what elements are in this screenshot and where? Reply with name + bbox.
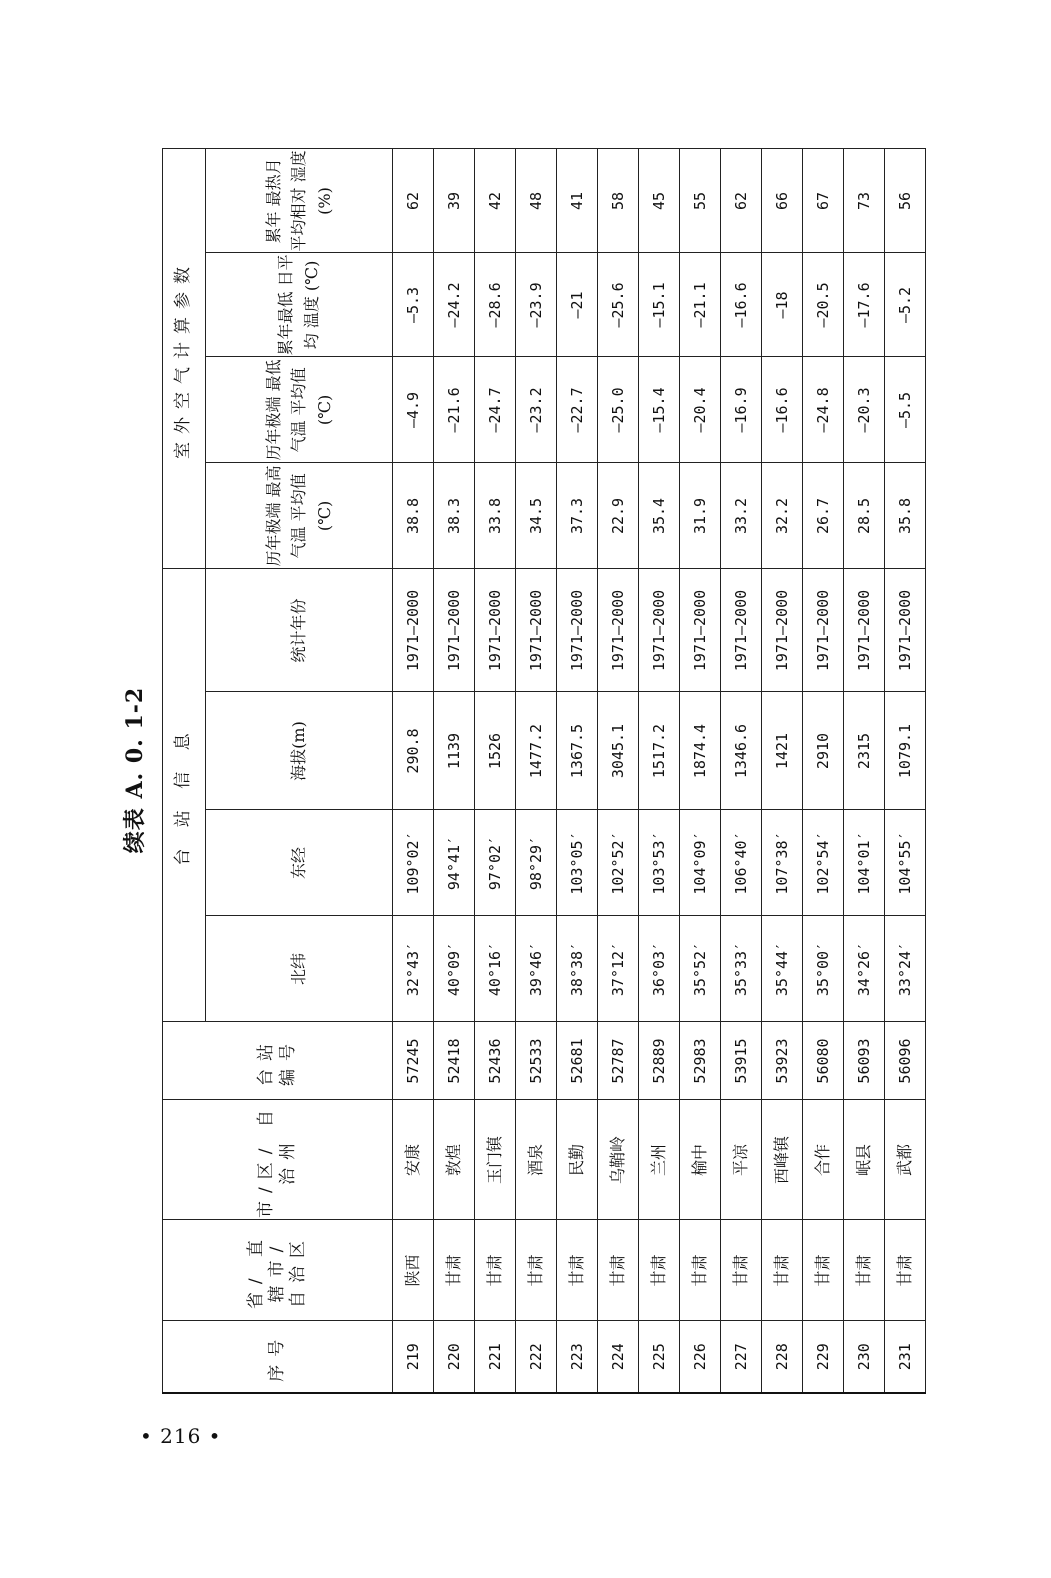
min-temp-cell: —20.3 — [844, 357, 885, 463]
altitude-cell: 2315 — [844, 692, 885, 810]
altitude-cell: 290.8 — [393, 692, 434, 810]
altitude-cell: 1477.2 — [516, 692, 557, 810]
seq-cell: 221 — [475, 1321, 516, 1393]
min-daily-temp-cell: —5.2 — [885, 253, 926, 357]
years-cell: 1971—2000 — [557, 569, 598, 692]
altitude-cell: 2910 — [803, 692, 844, 810]
min-temp-cell: —4.9 — [393, 357, 434, 463]
seq-cell: 225 — [639, 1321, 680, 1393]
min-temp-cell: —21.6 — [434, 357, 475, 463]
max-temp-cell: 32.2 — [762, 463, 803, 569]
min-temp-cell: —24.7 — [475, 357, 516, 463]
latitude-cell: 38°38′ — [557, 916, 598, 1022]
altitude-cell: 3045.1 — [598, 692, 639, 810]
min-daily-temp-cell: —16.6 — [721, 253, 762, 357]
max-temp-cell: 26.7 — [803, 463, 844, 569]
max-temp-cell: 38.3 — [434, 463, 475, 569]
city-cell: 玉门镇 — [475, 1100, 516, 1220]
city-cell: 西峰镇 — [762, 1100, 803, 1220]
table-row — [598, 149, 639, 1393]
longitude-cell: 98°29′ — [516, 810, 557, 916]
min-daily-temp-cell: —28.6 — [475, 253, 516, 357]
province-cell: 甘肃 — [598, 1220, 639, 1321]
min-daily-temp-cell: —25.6 — [598, 253, 639, 357]
header-seq: 序号 — [163, 1321, 393, 1393]
latitude-cell: 33°24′ — [885, 916, 926, 1022]
table-row — [680, 149, 721, 1393]
humidity-cell: 66 — [762, 149, 803, 253]
province-cell: 甘肃 — [844, 1220, 885, 1321]
header-min-daily: 累年最低 日平均 温度 (℃) — [206, 253, 393, 357]
humidity-cell: 62 — [393, 149, 434, 253]
latitude-cell: 35°52′ — [680, 916, 721, 1022]
min-daily-temp-cell: —20.5 — [803, 253, 844, 357]
altitude-cell: 1874.4 — [680, 692, 721, 810]
longitude-cell: 104°09′ — [680, 810, 721, 916]
station-id-cell: 56096 — [885, 1022, 926, 1100]
years-cell: 1971—2000 — [598, 569, 639, 692]
min-daily-temp-cell: —21 — [557, 253, 598, 357]
city-cell: 民勤 — [557, 1100, 598, 1220]
max-temp-cell: 28.5 — [844, 463, 885, 569]
years-cell: 1971—2000 — [516, 569, 557, 692]
humidity-cell: 67 — [803, 149, 844, 253]
humidity-cell: 41 — [557, 149, 598, 253]
header-years: 统计年份 — [206, 569, 393, 692]
seq-cell: 229 — [803, 1321, 844, 1393]
latitude-cell: 39°46′ — [516, 916, 557, 1022]
province-cell: 甘肃 — [557, 1220, 598, 1321]
max-temp-cell: 35.8 — [885, 463, 926, 569]
max-temp-cell: 35.4 — [639, 463, 680, 569]
province-cell: 甘肃 — [885, 1220, 926, 1321]
latitude-cell: 36°03′ — [639, 916, 680, 1022]
header-lat: 北纬 — [206, 916, 393, 1022]
latitude-cell: 34°26′ — [844, 916, 885, 1022]
latitude-cell: 32°43′ — [393, 916, 434, 1022]
longitude-cell: 104°01′ — [844, 810, 885, 916]
max-temp-cell: 34.5 — [516, 463, 557, 569]
longitude-cell: 103°05′ — [557, 810, 598, 916]
city-cell: 合作 — [803, 1100, 844, 1220]
longitude-cell: 109°02′ — [393, 810, 434, 916]
table-row — [393, 149, 434, 1393]
longitude-cell: 103°53′ — [639, 810, 680, 916]
humidity-cell: 39 — [434, 149, 475, 253]
min-daily-temp-cell: —17.6 — [844, 253, 885, 357]
longitude-cell: 94°41′ — [434, 810, 475, 916]
station-id-cell: 52787 — [598, 1022, 639, 1100]
province-cell: 甘肃 — [762, 1220, 803, 1321]
humidity-cell: 55 — [680, 149, 721, 253]
min-temp-cell: —23.2 — [516, 357, 557, 463]
province-cell: 甘肃 — [639, 1220, 680, 1321]
min-temp-cell: —22.7 — [557, 357, 598, 463]
max-temp-cell: 33.8 — [475, 463, 516, 569]
seq-cell: 220 — [434, 1321, 475, 1393]
city-cell: 武都 — [885, 1100, 926, 1220]
years-cell: 1971—2000 — [434, 569, 475, 692]
years-cell: 1971—2000 — [639, 569, 680, 692]
city-cell: 平凉 — [721, 1100, 762, 1220]
city-cell: 敦煌 — [434, 1100, 475, 1220]
min-temp-cell: —16.6 — [762, 357, 803, 463]
min-daily-temp-cell: —5.3 — [393, 253, 434, 357]
header-row-group — [163, 149, 206, 1393]
altitude-cell: 1421 — [762, 692, 803, 810]
humidity-cell: 48 — [516, 149, 557, 253]
province-cell: 陕西 — [393, 1220, 434, 1321]
header-max-temp: 历年极端 最高气温 平均值 (℃) — [206, 463, 393, 569]
header-lon: 东经 — [206, 810, 393, 916]
province-cell: 甘肃 — [721, 1220, 762, 1321]
province-cell: 甘肃 — [680, 1220, 721, 1321]
altitude-cell: 1079.1 — [885, 692, 926, 810]
years-cell: 1971—2000 — [762, 569, 803, 692]
longitude-cell: 102°54′ — [803, 810, 844, 916]
min-daily-temp-cell: —23.9 — [516, 253, 557, 357]
rotated-page-content — [118, 140, 928, 1400]
station-id-cell: 53915 — [721, 1022, 762, 1100]
min-daily-temp-cell: —15.1 — [639, 253, 680, 357]
table-row — [721, 149, 762, 1393]
seq-cell: 219 — [393, 1321, 434, 1393]
seq-cell: 224 — [598, 1321, 639, 1393]
longitude-cell: 104°55′ — [885, 810, 926, 916]
station-id-cell: 52436 — [475, 1022, 516, 1100]
years-cell: 1971—2000 — [721, 569, 762, 692]
header-city: 市/区/ 自治州 — [163, 1100, 393, 1220]
table-row — [803, 149, 844, 1393]
station-id-cell: 52983 — [680, 1022, 721, 1100]
min-temp-cell: —25.0 — [598, 357, 639, 463]
city-cell: 乌鞘岭 — [598, 1100, 639, 1220]
max-temp-cell: 37.3 — [557, 463, 598, 569]
min-daily-temp-cell: —21.1 — [680, 253, 721, 357]
humidity-cell: 62 — [721, 149, 762, 253]
years-cell: 1971—2000 — [393, 569, 434, 692]
longitude-cell: 106°40′ — [721, 810, 762, 916]
header-humidity: 累年 最热月 平均相对 湿度(%) — [206, 149, 393, 253]
city-cell: 安康 — [393, 1100, 434, 1220]
station-id-cell: 57245 — [393, 1022, 434, 1100]
header-outdoor-params: 室外空气计算参数 — [163, 149, 206, 569]
latitude-cell: 35°00′ — [803, 916, 844, 1022]
latitude-cell: 35°33′ — [721, 916, 762, 1022]
min-temp-cell: —16.9 — [721, 357, 762, 463]
header-station-info: 台 站 信 息 — [163, 569, 206, 1022]
climate-data-table — [162, 148, 926, 1394]
min-temp-cell: —24.8 — [803, 357, 844, 463]
longitude-cell: 97°02′ — [475, 810, 516, 916]
humidity-cell: 58 — [598, 149, 639, 253]
years-cell: 1971—2000 — [803, 569, 844, 692]
years-cell: 1971—2000 — [844, 569, 885, 692]
humidity-cell: 56 — [885, 149, 926, 253]
altitude-cell: 1526 — [475, 692, 516, 810]
max-temp-cell: 22.9 — [598, 463, 639, 569]
min-daily-temp-cell: —18 — [762, 253, 803, 357]
altitude-cell: 1517.2 — [639, 692, 680, 810]
station-id-cell: 52889 — [639, 1022, 680, 1100]
max-temp-cell: 31.9 — [680, 463, 721, 569]
station-id-cell: 53923 — [762, 1022, 803, 1100]
station-id-cell: 52681 — [557, 1022, 598, 1100]
header-min-temp: 历年极端 最低气温 平均值 (℃) — [206, 357, 393, 463]
latitude-cell: 37°12′ — [598, 916, 639, 1022]
table-row — [885, 149, 926, 1393]
station-id-cell: 52533 — [516, 1022, 557, 1100]
years-cell: 1971—2000 — [680, 569, 721, 692]
province-cell: 甘肃 — [434, 1220, 475, 1321]
table-row — [639, 149, 680, 1393]
city-cell: 酒泉 — [516, 1100, 557, 1220]
seq-cell: 228 — [762, 1321, 803, 1393]
humidity-cell: 45 — [639, 149, 680, 253]
table-title: 续表 A. 0. 1-2 — [122, 686, 148, 854]
longitude-cell: 107°38′ — [762, 810, 803, 916]
province-cell: 甘肃 — [803, 1220, 844, 1321]
table-row — [434, 149, 475, 1393]
seq-cell: 231 — [885, 1321, 926, 1393]
station-id-cell: 56093 — [844, 1022, 885, 1100]
max-temp-cell: 38.8 — [393, 463, 434, 569]
years-cell: 1971—2000 — [885, 569, 926, 692]
min-temp-cell: —15.4 — [639, 357, 680, 463]
header-province: 省/ 直辖市/ 自治区 — [163, 1220, 393, 1321]
longitude-cell: 102°52′ — [598, 810, 639, 916]
page-number: • 216 • — [140, 1424, 222, 1448]
latitude-cell: 40°09′ — [434, 916, 475, 1022]
humidity-cell: 73 — [844, 149, 885, 253]
years-cell: 1971—2000 — [475, 569, 516, 692]
table-row — [844, 149, 885, 1393]
seq-cell: 227 — [721, 1321, 762, 1393]
table-row — [516, 149, 557, 1393]
latitude-cell: 40°16′ — [475, 916, 516, 1022]
table-row — [762, 149, 803, 1393]
city-cell: 榆中 — [680, 1100, 721, 1220]
seq-cell: 222 — [516, 1321, 557, 1393]
latitude-cell: 35°44′ — [762, 916, 803, 1022]
city-cell: 岷县 — [844, 1100, 885, 1220]
table-row — [475, 149, 516, 1393]
station-id-cell: 56080 — [803, 1022, 844, 1100]
max-temp-cell: 33.2 — [721, 463, 762, 569]
seq-cell: 226 — [680, 1321, 721, 1393]
city-cell: 兰州 — [639, 1100, 680, 1220]
altitude-cell: 1139 — [434, 692, 475, 810]
station-id-cell: 52418 — [434, 1022, 475, 1100]
min-daily-temp-cell: —24.2 — [434, 253, 475, 357]
header-altitude: 海拔(m) — [206, 692, 393, 810]
province-cell: 甘肃 — [516, 1220, 557, 1321]
altitude-cell: 1367.5 — [557, 692, 598, 810]
header-station-id: 台站 编号 — [163, 1022, 393, 1100]
province-cell: 甘肃 — [475, 1220, 516, 1321]
min-temp-cell: —20.4 — [680, 357, 721, 463]
altitude-cell: 1346.6 — [721, 692, 762, 810]
humidity-cell: 42 — [475, 149, 516, 253]
seq-cell: 223 — [557, 1321, 598, 1393]
table-row — [557, 149, 598, 1393]
min-temp-cell: —5.5 — [885, 357, 926, 463]
seq-cell: 230 — [844, 1321, 885, 1393]
